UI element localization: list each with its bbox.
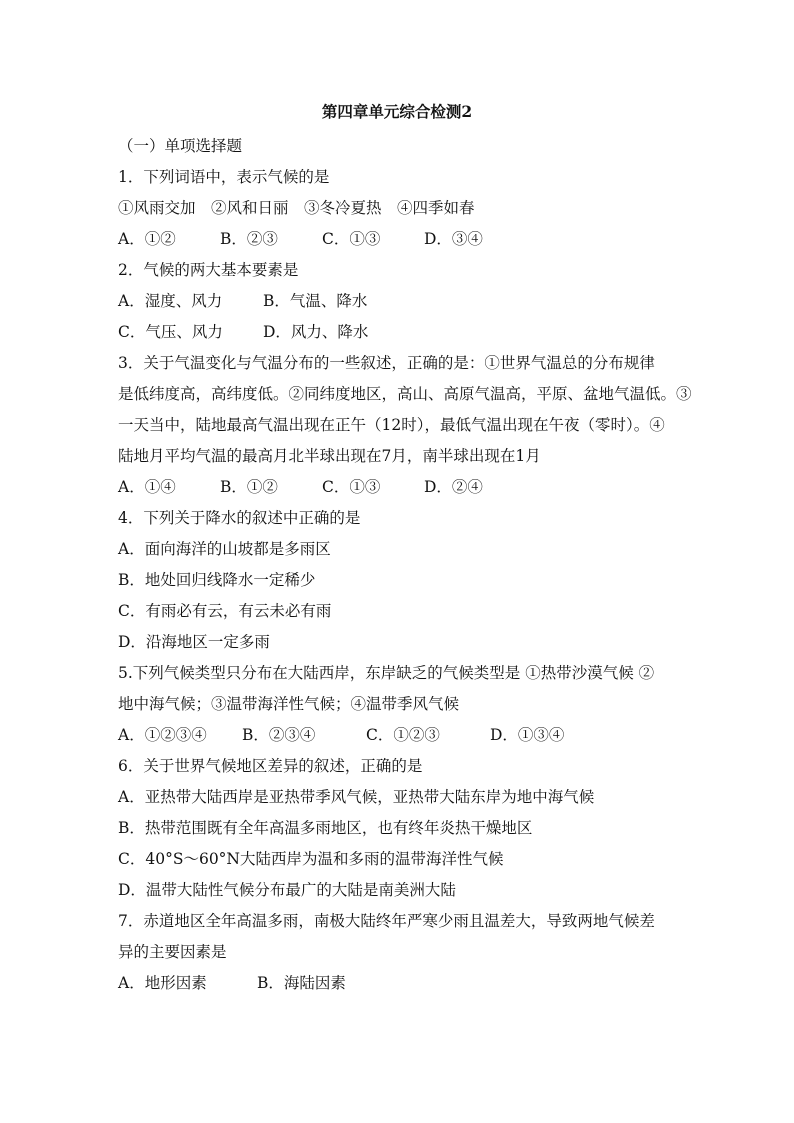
q7-line: 7．赤道地区全年高温多雨，南极大陆终年严寒少雨且温差大，导致两地气候差	[118, 912, 655, 930]
q1-option-a: A．①②	[118, 230, 176, 248]
q1-options	[118, 224, 678, 255]
q4-option-b: B．地处回归线降水一定稀少	[118, 571, 316, 589]
q5-option-d: D．①③④	[490, 726, 565, 744]
q2-option-b: B．气温、降水	[263, 292, 368, 310]
q1-option-b: B．②③	[220, 230, 278, 248]
q3-option-d: D．②④	[424, 478, 483, 496]
q2-option-d: D．风力、降水	[263, 323, 369, 341]
q6-option-d: D．温带大陆性气候分布最广的大陆是南美洲大陆	[118, 881, 456, 899]
q2-option-c: C．气压、风力	[118, 323, 223, 341]
q6-option-a: A．亚热带大陆西岸是亚热带季风气候，亚热带大陆东岸为地中海气候	[118, 788, 595, 806]
q3-line: 3．关于气温变化与气温分布的一些叙述，正确的是：①世界气温总的分布规律	[118, 354, 655, 372]
q3-line: 一天当中，陆地最高气温出现在正午（12时），最低气温出现在午夜（零时）。④	[118, 416, 665, 434]
q1-items: ①风雨交加 ②风和日丽 ③冬冷夏热 ④四季如春	[118, 199, 475, 217]
q4-stem: 4．下列关于降水的叙述中正确的是	[118, 509, 361, 527]
q5-line: 5.下列气候类型只分布在大陆西岸，东岸缺乏的气候类型是 ①热带沙漠气候 ②	[118, 664, 655, 682]
q4-option-c: C．有雨必有云，有云未必有雨	[118, 602, 332, 620]
q2-option-a: A．湿度、风力	[118, 292, 223, 310]
q3-line: 是低纬度高，高纬度低。②同纬度地区，高山、高原气温高，平原、盆地气温低。③	[118, 385, 692, 403]
q5-option-b: B．②③④	[242, 726, 316, 744]
q2-options-row2	[118, 317, 678, 348]
q5-line: 地中海气候；③温带海洋性气候；④温带季风气候	[118, 695, 460, 713]
q3-line: 陆地月平均气温的最高月北半球出现在7月，南半球出现在1月	[118, 447, 541, 465]
q3-option-c: C．①③	[322, 478, 381, 496]
q6-stem: 6．关于世界气候地区差异的叙述，正确的是	[118, 757, 423, 775]
q1-stem: 1．下列词语中，表示气候的是	[118, 168, 330, 186]
q6-option-c: C．40°S～60°N大陆西岸为温和多雨的温带海洋性气候	[118, 850, 504, 868]
q3-options	[118, 472, 678, 503]
question-body	[118, 131, 692, 999]
section-heading: （一）单项选择题	[118, 137, 243, 155]
q5-option-c: C．①②③	[366, 726, 440, 744]
q7-option-a: A．地形因素	[118, 974, 207, 992]
q3-option-b: B．①②	[220, 478, 278, 496]
q4-option-a: A．面向海洋的山坡都是多雨区	[118, 540, 331, 558]
q1-option-c: C．①③	[322, 230, 381, 248]
q6-option-b: B．热带范围既有全年高温多雨地区，也有终年炎热干燥地区	[118, 819, 533, 837]
q7-line: 异的主要因素是	[118, 943, 227, 961]
q5-options	[118, 720, 678, 751]
q2-options-row1	[118, 286, 678, 317]
q2-stem: 2．气候的两大基本要素是	[118, 261, 299, 279]
q7-options	[118, 968, 678, 999]
q4-option-d: D．沿海地区一定多雨	[118, 633, 270, 651]
q7-option-b: B．海陆因素	[257, 974, 346, 992]
q5-option-a: A．①②③④	[118, 726, 207, 744]
page-title: 第四章单元综合检测2	[321, 102, 473, 121]
q3-option-a: A．①④	[118, 478, 176, 496]
q1-option-d: D．③④	[424, 230, 483, 248]
